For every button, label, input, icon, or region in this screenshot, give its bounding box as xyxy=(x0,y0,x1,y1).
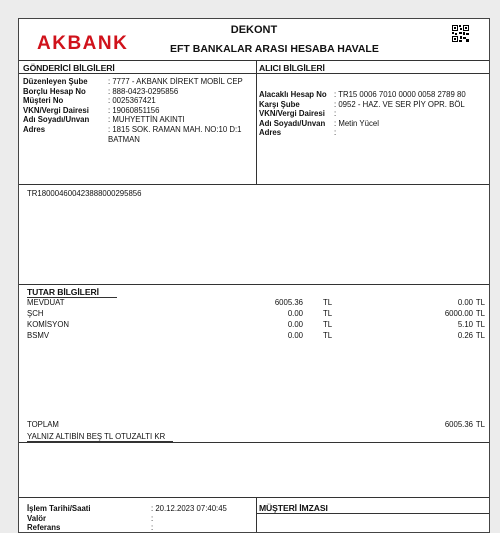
sender-address-value: : 1815 SOK. RAMAN MAH. NO:10 D:1 BATMAN xyxy=(108,125,242,144)
amount-row-sch: ŞCH 0.00 TL 6000.00 TL xyxy=(27,309,485,318)
reference-label: Referans xyxy=(27,523,61,533)
receiver-branch-label: Karşı Şube xyxy=(259,99,300,109)
total-label: TOPLAM xyxy=(27,420,59,429)
receiver-account-label: Alacaklı Hesap No xyxy=(259,90,327,99)
signature-title: MÜŞTERİ İMZASI xyxy=(259,503,328,513)
value-date-label: Valör xyxy=(27,513,47,523)
bank-logo: AKBANK xyxy=(37,33,129,54)
sender-section-title: GÖNDERİCİ BİLGİLERİ xyxy=(23,63,115,73)
sender-tax-value: : 19060851156 xyxy=(108,105,160,115)
sender-branch-label: Düzenleyen Şube xyxy=(23,77,88,86)
receiver-section-title: ALICI BİLGİLERİ xyxy=(259,63,325,73)
sender-name-label: Adı Soyadı/Unvan xyxy=(23,115,90,125)
receipt-document xyxy=(18,18,490,533)
total-value: 6005.36 xyxy=(444,420,473,429)
amount-total-row xyxy=(27,420,485,430)
amount-in-words: YALNIZ ALTIBİN BEŞ TL OTUZALTI KR xyxy=(27,432,166,441)
receipt-header xyxy=(19,19,489,60)
sender-customer-no-value: : 0025367421 xyxy=(108,96,156,106)
receiver-branch-value: : 0952 - HAZ. VE SER PİY OPR. BÖL xyxy=(334,99,465,109)
receiver-address-value: : xyxy=(334,128,337,138)
sender-branch-value: : 7777 - AKBANK DİREKT MOBİL CEP xyxy=(108,77,243,86)
receiver-tax-label: VKN/Vergi Dairesi xyxy=(259,109,325,119)
total-currency: TL xyxy=(475,420,485,429)
transaction-date-value: : 20.12.2023 07:40:45 xyxy=(151,504,227,513)
reference-value: : xyxy=(151,523,154,533)
qr-code-icon xyxy=(452,25,469,42)
sender-tax-label: VKN/Vergi Dairesi xyxy=(23,105,89,115)
transaction-reference: TR180004600423888000295856 xyxy=(27,189,142,198)
sender-name-value: : MUHYETTİN AKINTI xyxy=(108,115,185,125)
amount-row-komisyon: KOMİSYON 0.00 TL 5.10 TL xyxy=(27,320,485,329)
sender-account-value: : 888-0423-0295856 xyxy=(108,86,179,96)
sender-account-label: Borçlu Hesap No xyxy=(23,86,86,96)
sender-address-label: Adres xyxy=(23,125,46,134)
receiver-name-value: : Metin Yücel xyxy=(334,118,379,128)
receiver-account-value: : TR15 0006 7010 0000 0058 2789 80 xyxy=(334,90,466,99)
amount-row-bsmv: BSMV 0.00 TL 0.26 TL xyxy=(27,331,485,340)
receiver-tax-value: : xyxy=(334,109,337,119)
amount-section-title: TUTAR BİLGİLERİ xyxy=(27,287,99,297)
receiver-address-label: Adres xyxy=(259,128,282,138)
transaction-date-label: İşlem Tarihi/Saati xyxy=(27,504,91,513)
amount-row-mevduat: MEVDUAT 6005.36 TL 0.00 TL xyxy=(27,298,485,307)
sender-customer-no-label: Müşteri No xyxy=(23,96,64,106)
value-date-value: : xyxy=(151,513,154,523)
document-title: DEKONT xyxy=(230,24,278,36)
document-subtitle: EFT BANKALAR ARASI HESABA HAVALE xyxy=(170,43,379,55)
receiver-name-label: Adı Soyadı/Unvan xyxy=(259,118,326,128)
